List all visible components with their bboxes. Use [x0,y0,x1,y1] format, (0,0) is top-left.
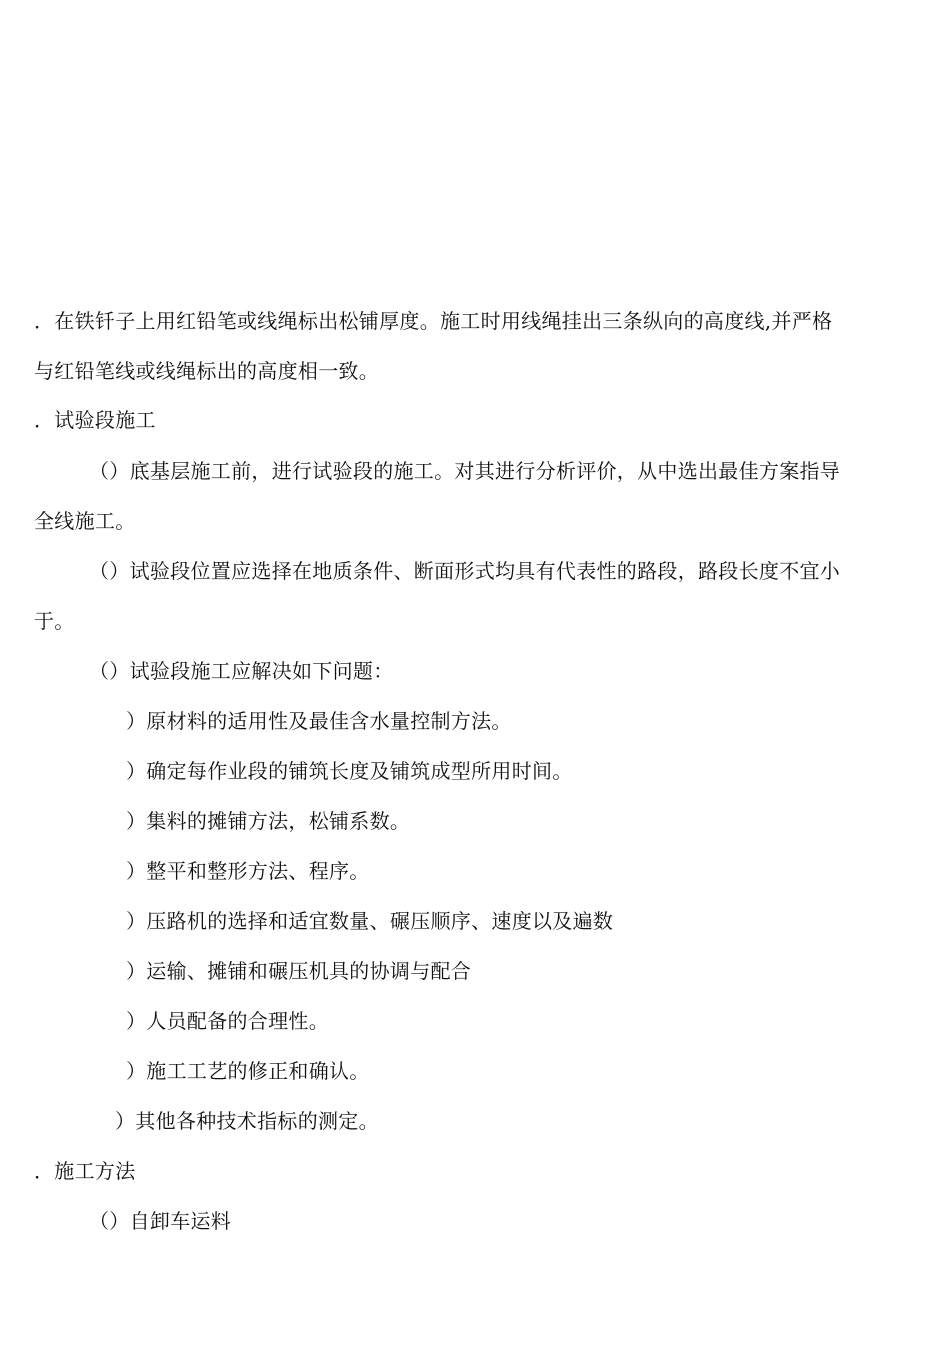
list-item: ）原材料的适用性及最佳含水量控制方法。 [126,709,512,733]
paragraph-line: （）试验段施工应解决如下问题： [89,659,394,683]
list-item: ）整平和整形方法、程序。 [126,859,370,883]
list-item: ）人员配备的合理性。 [126,1009,329,1033]
paragraph-line: （）底基层施工前，进行试验段的施工。对其进行分析评价，从中选出最佳方案指导 [89,459,841,483]
paragraph-line: （）试验段位置应选择在地质条件、断面形式均具有代表性的路段，路段长度不宜小 [89,559,841,583]
paragraph-line: 全线施工。 [34,509,136,533]
list-item: ）其他各种技术指标的测定。 [115,1109,379,1133]
section-heading: ．试验段施工 [34,408,156,432]
list-item: ）集料的摊铺方法，松铺系数。 [126,809,411,833]
section-heading: ．施工方法 [34,1159,136,1183]
list-item: ）压路机的选择和适宜数量、碾压顺序、速度以及遍数 [126,909,614,933]
paragraph-line: 与红铅笔线或线绳标出的高度相一致。 [34,359,380,383]
paragraph-line: 于。 [34,609,75,633]
list-item: ）确定每作业段的铺筑长度及铺筑成型所用时间。 [126,759,573,783]
paragraph-line: ．在铁钎子上用红铅笔或线绳标出松铺厚度。施工时用线绳挂出三条纵向的高度线,并严格 [34,309,833,333]
paragraph-line: （）自卸车运料 [89,1209,232,1233]
list-item: ）运输、摊铺和碾压机具的协调与配合 [126,959,472,983]
list-item: ）施工工艺的修正和确认。 [126,1059,370,1083]
